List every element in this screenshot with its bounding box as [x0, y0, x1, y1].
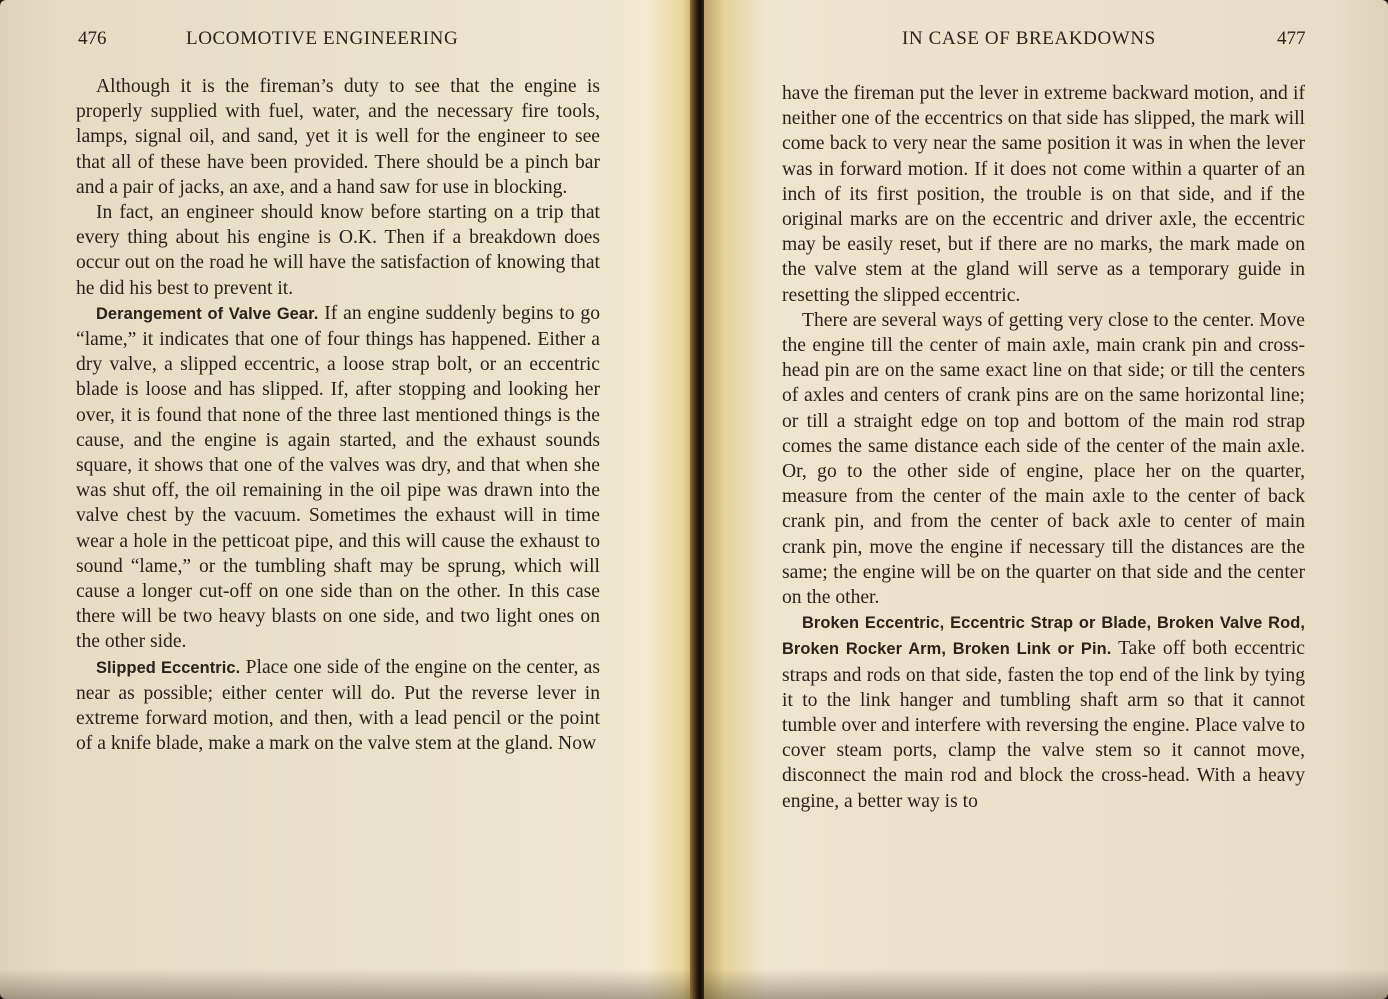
paragraph — [782, 610, 1305, 814]
right-page-text — [782, 81, 1305, 814]
paragraph — [76, 301, 600, 655]
paragraph-text: There are several ways of getting very close to the center. Move the engine till the center of main axle, main crank pin and cross-head pin are on the same exact line on that side; or till the centers of axles and centers of crank pins are on the same horizontal line; or till a straight edge on top and bottom of the main rod strap comes the same distance each side of the center of the main axle. Or, go to the other side of engine, place her on the quarter, measure from the center of the main axle to the center of back crank pin, and from the center of back axle to center of main crank pin, move the engine if necessary till the distances are the same; the engine will be on the quarter on that side and the center on the other. — [782, 309, 1305, 609]
running-head-left: LOCOMOTIVE ENGINEERING — [186, 28, 459, 49]
paragraph — [782, 81, 1305, 308]
page-number-right: 477 — [1277, 28, 1306, 49]
page-number-left: 476 — [78, 28, 107, 49]
left-page-text — [76, 74, 600, 756]
page-shadow — [704, 969, 1388, 999]
paragraph-text: In fact, an engineer should know before starting on a trip that every thing about his engine is O.K. Then if a breakdown does occur out on the road he will have the satisfaction of knowing that he did his best to prevent it. — [76, 202, 600, 299]
paragraph-text: Place one side of the engine on the center, as near as possible; either center will do. Put the reverse lever in extreme forward motion, and then, with a lead pencil or the point of a knife blade, make a mark on the valve stem at the gland. Now — [76, 656, 600, 755]
paragraph — [76, 200, 600, 301]
paragraph — [76, 655, 600, 757]
page-shadow — [0, 969, 696, 999]
paragraph — [782, 308, 1305, 610]
section-heading: Broken Eccentric, Eccentric Strap or Blade, Broken Valve Rod, Broken Rocker Arm, Broken Link or Pin. — [782, 614, 1305, 659]
paragraph — [76, 74, 600, 200]
running-head-right: IN CASE OF BREAKDOWNS — [902, 28, 1156, 49]
paragraph-text: have the fireman put the lever in extreme backward motion, and if neither one of the eccentrics on that side has slipped, the mark will come back to very near the same position it was in when the lever was in forward motion. If it does not come within a quarter of an inch of its first position, the trouble is on that side, and if the original marks are on the eccentric and driver axle, the eccentric may be easily reset, but if there are no marks, the mark made on the valve stem at the gland will serve as a temporary guide in resetting the slipped eccentric. — [782, 83, 1305, 306]
paragraph-text: Although it is the fireman’s duty to see that the engine is properly supplied with fuel, water, and the necessary fire tools, lamps, signal oil, and sand, yet it is well for the engineer to see that all of these have been provided. There should be a pinch bar and a pair of jacks, an axe, and a hand saw for use in blocking. — [76, 76, 600, 198]
section-heading: Derangement of Valve Gear. — [96, 304, 319, 323]
paragraph-text: If an engine suddenly begins to go “lame,” it indicates that one of four things has happened. Either a dry valve, a slipped eccentric, a loose strap bolt, or an eccentric blade is loose and has slipped. If, after stopping and looking her over, it is found that none of the three last mentioned things is the cause, and the engine is again started, and the exhaust sounds square, it shows that one of the valves was dry, and that when she was shut off, the oil remaining in the oil pipe was drawn into the valve chest by the vacuum. Sometimes the exhaust will in time wear a hole in the petticoat pipe, and this will cause the exhaust to sound “lame,” or the tumbling shaft may be sprung, which will cause a longer cut-off on one side than on the other. In this case there will be two heavy blasts on one side, and two light ones on the other side. — [76, 302, 600, 653]
paragraph-text: Take off both eccentric straps and rods on that side, fasten the top end of the link by tying it to the link hanger and tumbling shaft arm so that it cannot tumble over and interfere with reversing the engine. Place valve to cover steam ports, clamp the valve stem so it cannot move, disconnect the main rod and block the cross-head. With a heavy engine, a better way is to — [782, 638, 1305, 812]
right-page — [704, 0, 1388, 999]
section-heading: Slipped Eccentric. — [96, 658, 241, 677]
